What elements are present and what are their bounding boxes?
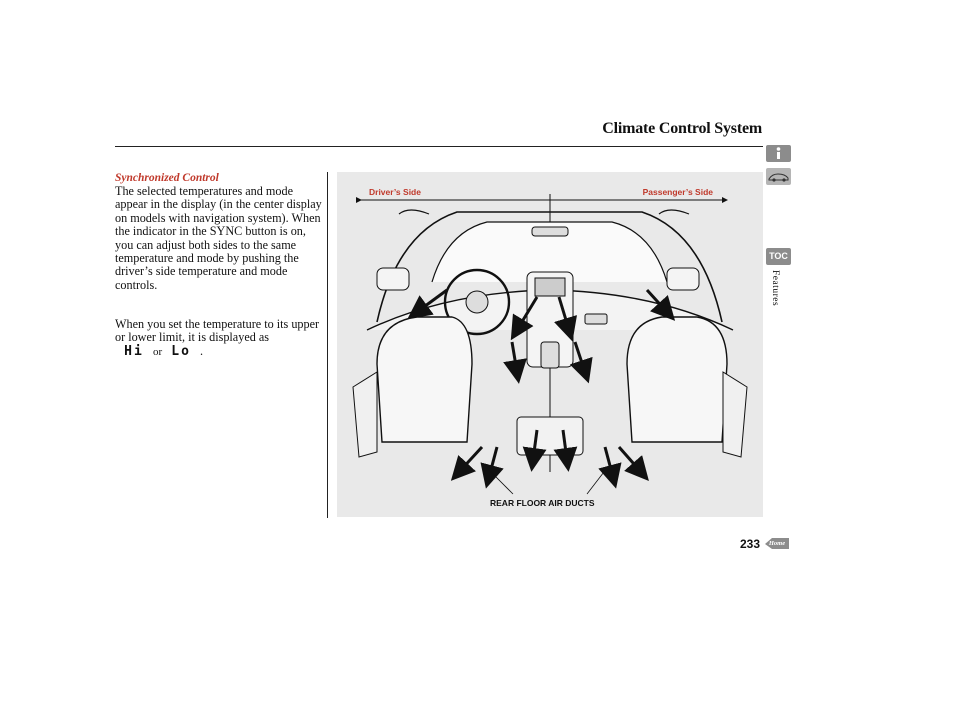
airflow-arrow [575, 342, 585, 372]
callout-line [487, 468, 513, 494]
rear-view-mirror [532, 227, 568, 236]
display-or: or [152, 345, 163, 358]
car-interior-illustration [337, 172, 763, 517]
right-mirror [667, 268, 699, 290]
driver-side-label: Driver’s Side [369, 187, 421, 197]
left-sunvisor-handle [399, 210, 429, 214]
airflow-arrow [512, 342, 517, 372]
display-hi: Hi [124, 343, 144, 359]
page-title: Climate Control System [602, 120, 762, 137]
glovebox-handle [585, 314, 607, 324]
body-paragraph-2-text: When you set the temperature to its upper or lower limit, it is displayed as [115, 317, 320, 345]
body-paragraph-2 [115, 318, 323, 359]
section-tab-features[interactable]: Features [770, 270, 780, 307]
page-number: 233 [740, 537, 761, 551]
center-display [535, 278, 565, 296]
right-sunvisor-handle [659, 210, 689, 214]
driver-seat [377, 317, 472, 442]
steering-hub [466, 291, 488, 313]
home-label: Home [768, 540, 786, 547]
rear-ducts-label: REAR FLOOR AIR DUCTS [490, 498, 595, 508]
left-mirror [377, 268, 409, 290]
body-paragraph-1: The selected temperatures and mode appear in the display (in the center display on models with navigation system). When the indicator in the SYNC button is on, you can adjust both sides to the same temperature and mode by pushing the driver’s side temperature and mode controls. [115, 184, 322, 292]
header-rule [115, 146, 763, 147]
passenger-seat [627, 317, 727, 442]
section-subheading: Synchronized Control [115, 172, 219, 184]
callout-line [587, 468, 607, 494]
column-divider [327, 172, 328, 518]
display-lo: Lo [171, 343, 191, 359]
passenger-seat-side [723, 372, 747, 457]
driver-seat-side [353, 372, 377, 457]
display-period: . [200, 343, 204, 358]
toc-button[interactable]: TOC [766, 248, 791, 265]
airflow-arrow [459, 447, 482, 472]
airflow-arrow [489, 447, 497, 477]
climate-figure [337, 172, 763, 517]
info-icon[interactable] [766, 145, 791, 162]
home-button[interactable] [763, 537, 791, 550]
airflow-arrow [605, 447, 613, 477]
car-icon[interactable] [766, 168, 791, 185]
shifter [541, 342, 559, 368]
airflow-arrow [619, 447, 641, 472]
rear-console [517, 417, 583, 455]
passenger-side-label: Passenger’s Side [642, 187, 713, 197]
